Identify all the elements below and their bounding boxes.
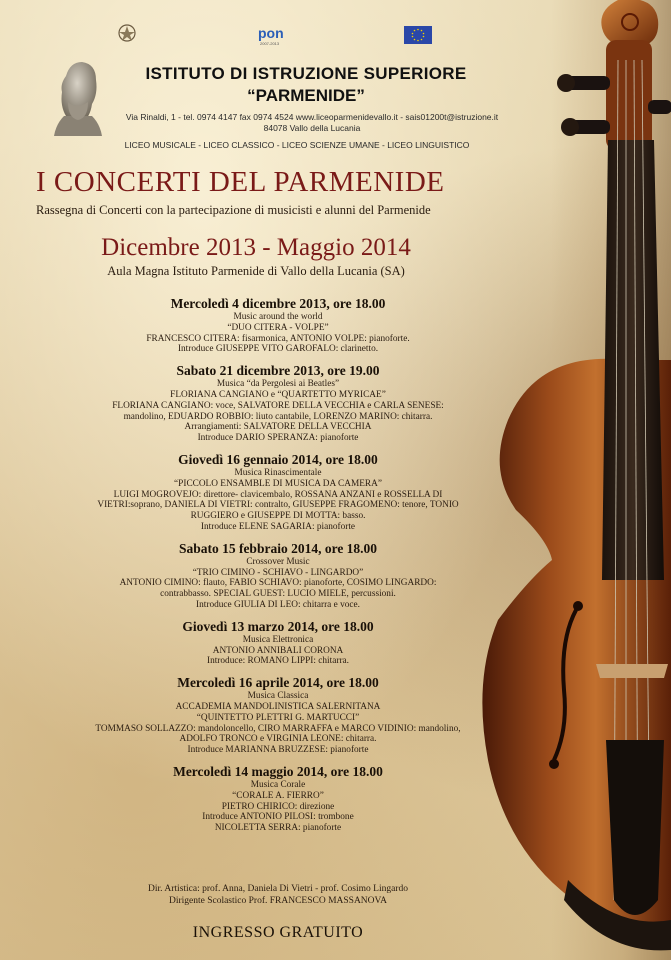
address-line-2: 84078 Vallo della Lucania [263,123,361,133]
institute-title: ISTITUTO DI ISTRUZIONE SUPERIORE [145,64,467,83]
event-heading: Mercoledì 16 aprile 2014, ore 18.00 [177,675,379,691]
event-line: FLORIANA CANGIANO e “QUARTETTO MYRICAE” [170,389,386,400]
event-item [36,296,520,355]
event-line: Introduce DARIO SPERANZA: pianoforte [197,433,359,444]
event-line: Musica Corale [250,779,306,790]
violin-icon [468,0,671,960]
venue: Aula Magna Istituto Parmenide di Vallo della Lucania (SA) [107,264,405,278]
credits [36,884,520,907]
event-line: Introduce ELENE SAGARIA: pianoforte [200,521,356,532]
event-line: ANTONIO ANNIBALI CORONA [212,645,344,656]
event-item [36,619,520,667]
event-line: ADOLFO TRONCO e VIRGINIA LEONE: chitarra. [179,734,377,745]
event-line: Introduce: ROMANO LIPPI: chitarra. [206,656,349,667]
event-line: Musica “da Pergolesi ai Beatles” [216,379,340,390]
event-line: VIETRI:soprano, DANIELA DI VIETRI: contralto, GIUSEPPE FRAGOMENO: tenore, TONIO [97,500,459,511]
italian-republic-emblem-icon [117,22,137,46]
event-heading: Mercoledì 4 dicembre 2013, ore 18.00 [170,296,386,311]
event-line: “DUO CITERA - VOLPE” [227,322,329,333]
season-dates: Dicembre 2013 - Maggio 2014 [101,234,411,261]
institute-address [112,112,512,134]
address-line-1: Via Rinaldi, 1 - tel. 0974 4147 fax 0974 4524 www.liceoparmenidevallo.it - sais01200t@istruzione.it [125,112,499,122]
institute-name: “PARMENIDE” [247,86,365,105]
event-line: Arrangiamenti: SALVATORE DELLA VECCHIA [184,422,372,433]
event-line: “PICCOLO ENSAMBLE DI MUSICA DA CAMERA” [174,478,382,489]
event-line: contrabbasso. SPECIAL GUEST: LUCIO MIELE, percussioni. [160,589,396,600]
school-principal: Dirigente Scolastico Prof. FRANCESCO MASSANOVA [168,895,388,906]
pon-logo-text: pon [258,25,284,41]
event-line: LUIGI MOGROVEJO: direttore- clavicembalo, ROSSANA ANZANI e ROSSELLA DI [113,489,443,500]
event-heading: Sabato 15 febbraio 2014, ore 18.00 [178,540,378,556]
event-line: PIETRO CHIRICO: direzione [221,801,335,812]
event-item [36,541,520,611]
event-line: Music around the world [233,312,323,322]
event-item [36,675,520,756]
event-heading: Mercoledì 14 maggio 2014, ore 18.00 [173,763,383,779]
event-line: Introduce GIUSEPPE VITO GAROFALO: clarinetto. [177,344,379,355]
eu-flag-icon [404,26,432,44]
event-heading: Sabato 21 dicembre 2013, ore 19.00 [176,363,380,379]
event-line: ANTONIO CIMINO: flauto, FABIO SCHIAVO: pianoforte, COSIMO LINGARDO: [119,578,437,589]
events-list [36,296,520,842]
event-item [36,452,520,533]
event-item [36,764,520,834]
artistic-direction: Dir. Artistica: prof. Anna, Daniela Di Vietri - prof. Cosimo Lingardo [148,884,408,894]
event-line: mandolino, EDUARDO ROBBIO: liuto cantabile, LORENZO MARINO: chitarra. [123,411,433,422]
event-line: RUGGIERO e GIUSEPPE DI MOTTA: basso. [190,511,366,522]
poster-title: I CONCERTI DEL PARMENIDE [36,166,445,198]
pon-years: 2007-2013 [260,41,280,46]
event-line: “CORALE A. FIERRO” [232,790,324,801]
event-line: Introduce MARIANNA BRUZZESE: pianoforte [187,745,369,756]
event-line: Crossover Music [246,556,310,567]
event-line: Introduce GIULIA DI LEO: chitarra e voce. [196,599,360,610]
free-admission: INGRESSO GRATUITO [192,924,364,941]
event-item [36,363,520,444]
event-line: “QUINTETTO PLETTRI G. MARTUCCI” [196,712,360,723]
event-line: Musica Elettronica [242,634,314,645]
event-line: Musica Classica [247,691,309,702]
event-line: TOMMASO SOLLAZZO: mandoloncello, CIRO MARRAFFA e MARCO VIDINIO: mandolino, [95,723,461,734]
pon-logo-icon [256,22,292,46]
event-line: NICOLETTA SERRA: pianoforte [214,823,342,834]
event-line: Musica Rinascimentale [234,467,322,478]
event-heading: Giovedì 13 marzo 2014, ore 18.00 [182,618,374,634]
poster-subtitle: Rassegna di Concerti con la partecipazione di musicisti e alunni del Parmenide [36,203,431,217]
event-line: FRANCESCO CITERA: fisarmonica, ANTONIO VOLPE: pianoforte. [146,333,410,344]
parmenides-bust-icon [52,58,104,138]
event-heading: Giovedì 16 gennaio 2014, ore 18.00 [178,451,378,467]
licei-list: LICEO MUSICALE - LICEO CLASSICO - LICEO SCIENZE UMANE - LICEO LINGUISTICO [124,140,470,150]
event-line: FLORIANA CANGIANO: voce, SALVATORE DELLA VECCHIA e CARLA SENESE: [112,400,444,411]
event-line: ACCADEMIA MANDOLINISTICA SALERNITANA [175,701,381,712]
event-line: Introduce ANTONIO PILOSI: trombone [202,812,354,823]
event-line: “TRIO CIMINO - SCHIAVO - LINGARDO” [192,567,364,578]
